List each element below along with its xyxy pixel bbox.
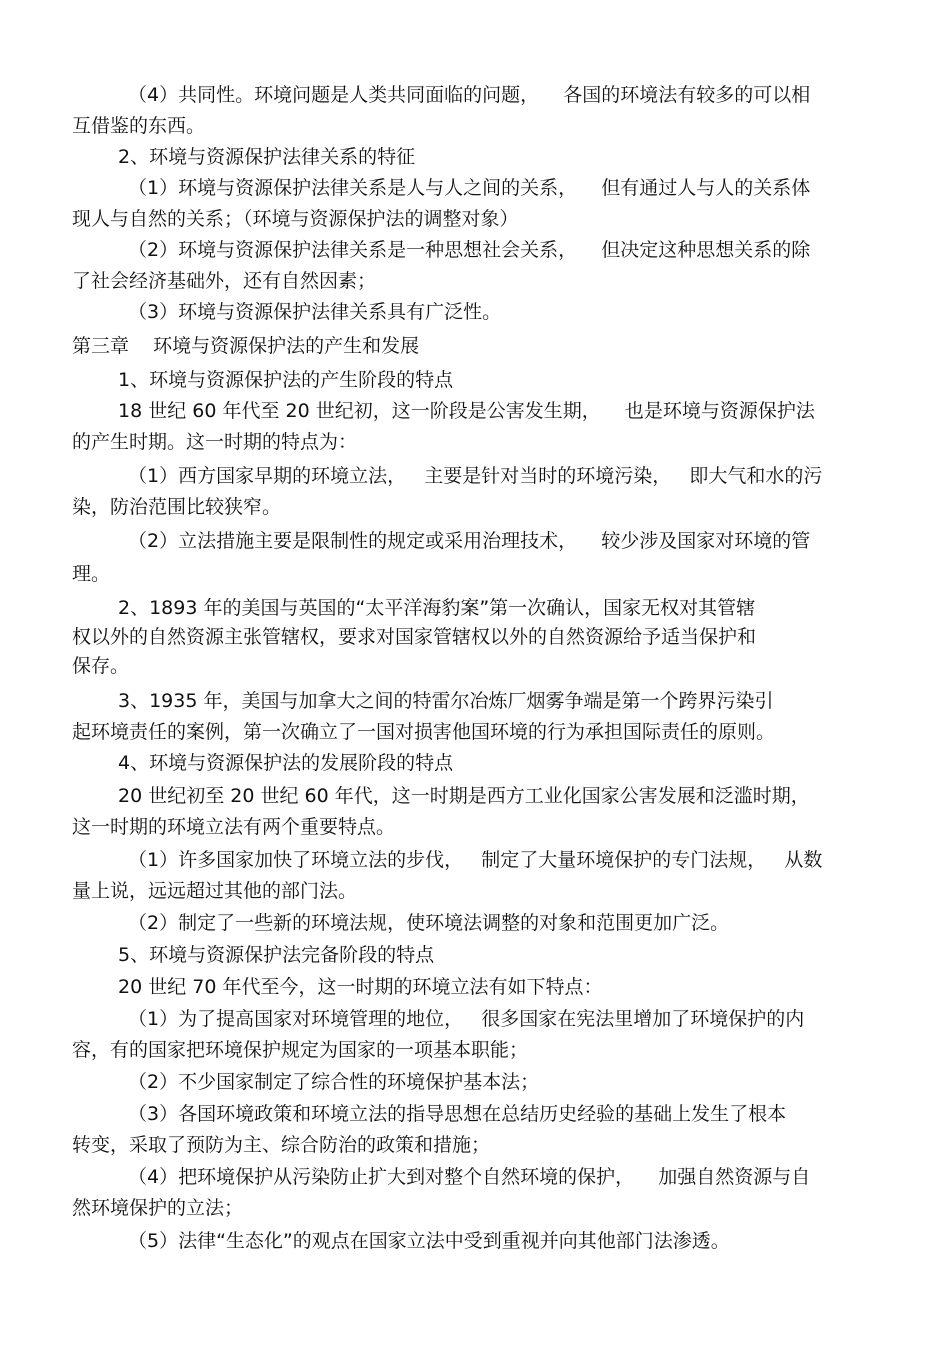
text-line: （2）不少国家制定了综合性的环境保护基本法；	[128, 1071, 540, 1093]
text-line: 现人与自然的关系；（环境与资源保护法的调整对象）	[72, 208, 519, 230]
text-line: 的产生时期。这一时期的特点为：	[72, 431, 358, 453]
section-heading: 2、环境与资源保护法律关系的特征	[118, 146, 416, 168]
text-line: 2、1893 年的美国与英国的“太平洋海豹案”第一次确认，国家无权对其管辖	[118, 597, 756, 619]
text-line: 20 世纪初至 20 世纪 60 年代，这一时期是西方工业化国家公害发展和泛滥时期，	[118, 785, 810, 807]
text-line: 互借鉴的东西。	[72, 115, 206, 137]
text-line: 起环境责任的案例，第一次确立了一国对损害他国环境的行为承担国际责任的原则。	[72, 721, 776, 743]
text-line: （1）环境与资源保护法律关系是人与人之间的关系， 但有通过人与人的关系体	[128, 177, 811, 199]
text-line: （2）制定了一些新的环境法规，使环境法调整的对象和范围更加广泛。	[128, 912, 730, 934]
text-line: 染，防治范围比较狭窄。	[72, 496, 282, 518]
section-heading: 1、环境与资源保护法的产生阶段的特点	[118, 369, 454, 391]
text-line: 保存。	[72, 655, 130, 677]
text-line: （5）法律“生态化”的观点在国家立法中受到重视并向其他部门法渗透。	[128, 1230, 730, 1252]
text-line: 转变，采取了预防为主、综合防治的政策和措施；	[72, 1134, 491, 1156]
text-line: （3）环境与资源保护法律关系具有广泛性。	[128, 301, 502, 323]
text-line: 这一时期的环境立法有两个重要特点。	[72, 816, 396, 838]
text-line: （1）许多国家加快了环境立法的步伐， 制定了大量环境保护的专门法规， 从数	[128, 849, 823, 871]
text-line: （1）西方国家早期的环境立法， 主要是针对当时的环境污染， 即大气和水的污	[128, 465, 823, 487]
section-heading: 5、环境与资源保护法完备阶段的特点	[118, 944, 435, 966]
text-line: （3）各国环境政策和环境立法的指导思想在总结历史经验的基础上发生了根本	[128, 1103, 787, 1125]
text-line: 量上说，远远超过其他的部门法。	[72, 880, 358, 902]
text-line: 理。	[72, 563, 111, 585]
text-line: 了社会经济基础外，还有自然因素；	[72, 270, 377, 292]
text-line: 然环境保护的立法；	[72, 1197, 244, 1219]
text-line: 容，有的国家把环境保护规定为国家的一项基本职能；	[72, 1039, 529, 1061]
text-line: （2）立法措施主要是限制性的规定或采用治理技术， 较少涉及国家对环境的管	[128, 530, 811, 552]
chapter-heading: 第三章 环境与资源保护法的产生和发展	[72, 335, 420, 357]
text-line: （4）共同性。环境问题是人类共同面临的问题， 各国的环境法有较多的可以相	[128, 84, 811, 106]
text-line: 权以外的自然资源主张管辖权，要求对国家管辖权以外的自然资源给予适当保护和	[72, 626, 757, 648]
text-line: （4）把环境保护从污染防止扩大到对整个自然环境的保护， 加强自然资源与自	[128, 1166, 811, 1188]
text-line: （1）为了提高国家对环境管理的地位， 很多国家在宪法里增加了环境保护的内	[128, 1008, 805, 1030]
text-line: 18 世纪 60 年代至 20 世纪初，这一阶段是公害发生期， 也是环境与资源保护法	[118, 400, 815, 422]
text-line: （2）环境与资源保护法律关系是一种思想社会关系， 但决定这种思想关系的除	[128, 239, 811, 261]
text-line: 20 世纪 70 年代至今，这一时期的环境立法有如下特点：	[118, 976, 603, 998]
text-line: 3、1935 年，美国与加拿大之间的特雷尔冶炼厂烟雾争端是第一个跨界污染引	[118, 690, 774, 712]
section-heading: 4、环境与资源保护法的发展阶段的特点	[118, 752, 454, 774]
